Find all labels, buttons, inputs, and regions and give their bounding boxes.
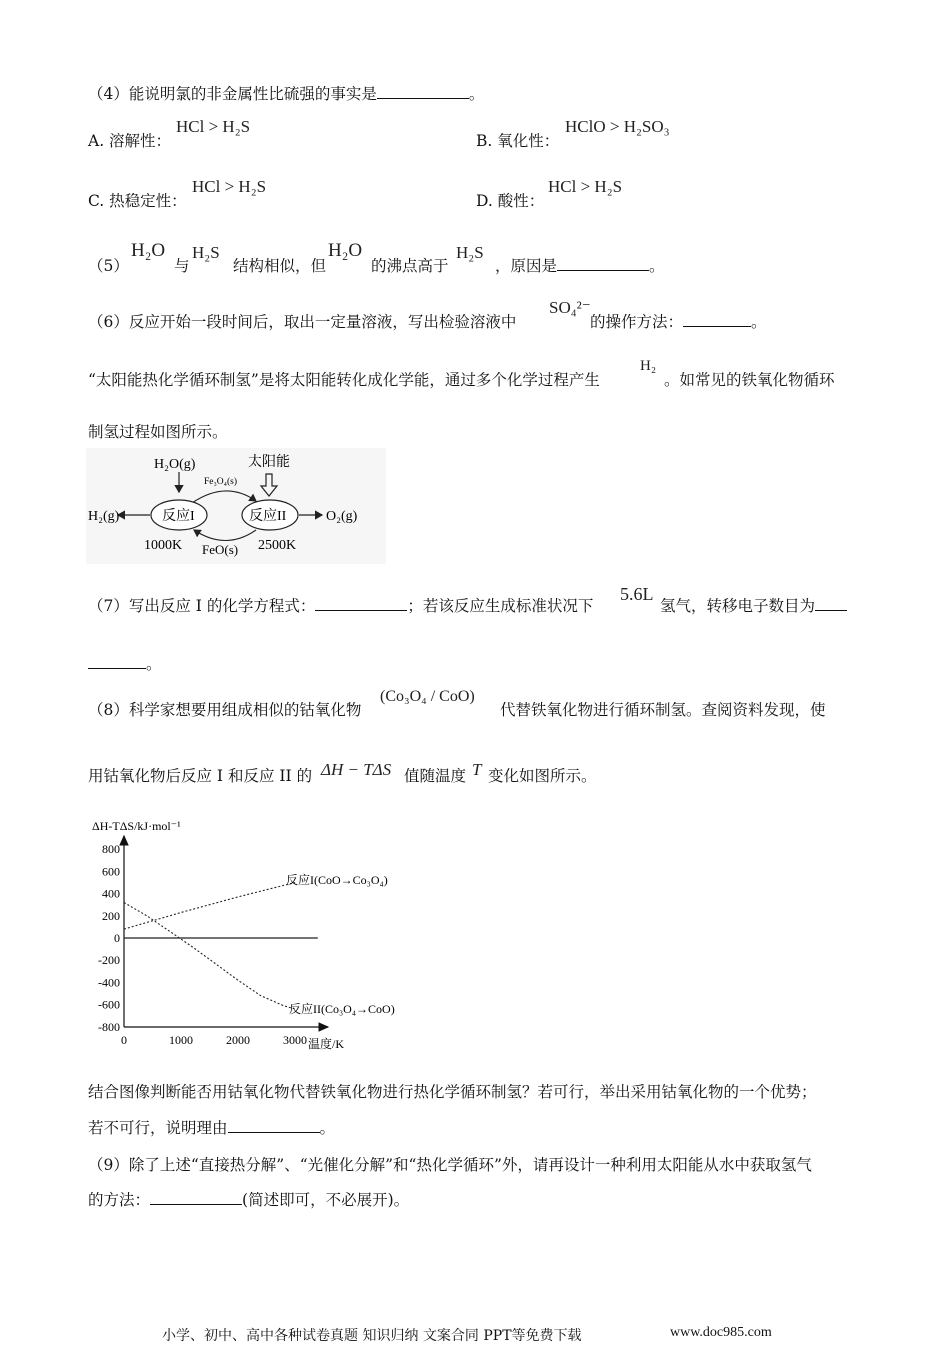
gibbs-energy-chart (86, 812, 436, 1056)
q8-line-2c: 变化如图所示。 (488, 767, 597, 785)
x-tick-label: 3000 (283, 1033, 307, 1047)
y-tick-label: 600 (102, 864, 120, 879)
chart-y-label: ΔH-TΔS/kJ·mol⁻¹ (92, 819, 181, 833)
q4-option-a[interactable]: A. 溶解性： (88, 132, 172, 150)
answer-blank[interactable] (557, 256, 649, 271)
chart-x-label: 温度/K (308, 1037, 345, 1051)
q5-text-3: 的沸点高于 (371, 257, 449, 275)
answer-blank[interactable] (377, 84, 469, 99)
intro-line-1: “太阳能热化学循环制氢”是将太阳能转化成化学能，通过多个化学过程产生 (88, 371, 600, 389)
y-tick-label: -600 (98, 997, 120, 1012)
answer-blank[interactable] (683, 312, 751, 327)
q5-num: （5） (88, 257, 129, 275)
q4-option-b[interactable]: B. 氧化性： (476, 132, 560, 150)
y-tick-label: -400 (98, 975, 120, 990)
q4-option-d[interactable]: D. 酸性： (476, 192, 545, 210)
h2-label: H₂(g) (88, 509, 120, 524)
q6-stem: （6）反应开始一段时间后，取出一定量溶液，写出检验溶液中 (88, 313, 517, 331)
q4-option-b-formula: HClO > H₂SO₃ (565, 117, 670, 136)
legend-reaction-2: 反应II(Co₃O₄→CoO) (289, 1002, 395, 1016)
y-tick-label: 200 (102, 908, 120, 923)
q8-stem-tail: 代替铁氧化物进行循环制氢。查阅资料发现，使 (500, 701, 826, 719)
q7-tail: 氢气，转移电子数目为 (660, 594, 847, 616)
q5-formula-4: H₂S (456, 243, 484, 262)
q5-text-4: ，原因是 。 (495, 257, 665, 275)
q7-volume: 5.6L (620, 584, 654, 604)
x-tick-label: 1000 (169, 1033, 193, 1047)
intro-line-1b: 。如常见的铁氧化物循环 (664, 371, 835, 389)
footer-url[interactable]: www.doc985.com (670, 1325, 772, 1340)
q5-formula-2: H₂S (192, 243, 220, 262)
answer-blank-cont[interactable] (88, 654, 146, 669)
q5-formula-3: H₂O (328, 240, 363, 261)
q8-gibbs: ΔH − TΔS (321, 760, 392, 779)
q5-formula-1: H₂O (131, 240, 166, 261)
temp-1-label: 1000K (144, 538, 183, 553)
q9-line-1: （9）除了上述“直接热分解”、“光催化分解”和“热化学循环”外，请再设计一种利用太阳能从水中获取氢气 (88, 1156, 812, 1174)
legend-reaction-1: 反应I(CoO→Co₃O₄) (286, 873, 388, 887)
q8-temp-symbol: T (472, 760, 482, 779)
q8b-line-2: 若不可行，说明理由 。 (88, 1119, 336, 1137)
x-tick-label: 0 (121, 1033, 127, 1047)
y-tick-label: -800 (98, 1019, 120, 1034)
q8b-line-1: 结合图像判断能否用钴氧化物代替铁氧化物进行热化学循环制氢？若可行，举出采用钴氧化物的一个优势； (88, 1083, 817, 1101)
intro-line-2: 制氢过程如图所示。 (88, 423, 228, 441)
q6-tail: 的操作方法： 。 (590, 313, 767, 331)
q6-formula: SO₄²⁻ (549, 298, 591, 317)
y-tick-label: 400 (102, 886, 120, 901)
series-line-2 (124, 903, 295, 1010)
solar-label: 太阳能 (248, 455, 290, 470)
q4-stem: （4）能说明氯的非金属性比硫强的事实是 。 (88, 85, 485, 103)
q8-formula: (Co₃O₄ / CoO) (380, 688, 475, 705)
temp-2-label: 2500K (258, 538, 297, 553)
y-tick-label: 0 (114, 931, 120, 945)
y-tick-label: 800 (102, 842, 120, 857)
q8-line-2b: 值随温度 (404, 767, 467, 785)
x-tick-label: 2000 (226, 1033, 250, 1047)
q7-line-2: 。 (88, 652, 162, 674)
q8-stem: （8）科学家想要用组成相似的钴氧化物 (88, 701, 362, 719)
reaction-2-label: 反应II (249, 509, 287, 524)
answer-blank[interactable] (315, 596, 407, 611)
h2o-label: H₂O(g) (154, 457, 196, 472)
q4-option-c-formula: HCl > H₂S (192, 177, 267, 196)
q9-line-2: 的方法： (简述即可，不必展开)。 (88, 1191, 410, 1209)
q7-stem: （7）写出反应 I 的化学方程式： ；若该反应生成标准状况下 (88, 597, 594, 615)
q8-line-2a: 用钴氧化物后反应 I 和反应 II 的 (88, 767, 313, 785)
iron-oxide-cycle-diagram (86, 448, 386, 564)
fe3o4-label: Fe₃O₄(s) (204, 477, 238, 487)
reaction-1-label: 反应I (162, 509, 195, 524)
q5-text-2: 结构相似，但 (233, 257, 327, 275)
q4-option-a-formula: HCl > H₂S (176, 117, 251, 136)
intro-formula: H₂ (640, 358, 657, 374)
footer-text: 小学、初中、高中各种试卷真题 知识归纳 文案合同 PPT等免费下载 (162, 1328, 582, 1344)
o2-label: O₂(g) (326, 509, 358, 524)
series-line-1 (124, 883, 295, 930)
q5-text-1: 与 (174, 257, 190, 275)
answer-blank[interactable] (228, 1118, 320, 1133)
y-tick-label: -200 (98, 953, 120, 968)
q4-option-c[interactable]: C. 热稳定性： (88, 192, 187, 210)
feo-label: FeO(s) (202, 542, 239, 557)
answer-blank[interactable] (815, 596, 847, 611)
q4-option-d-formula: HCl > H₂S (548, 177, 623, 196)
answer-blank[interactable] (150, 1190, 242, 1205)
